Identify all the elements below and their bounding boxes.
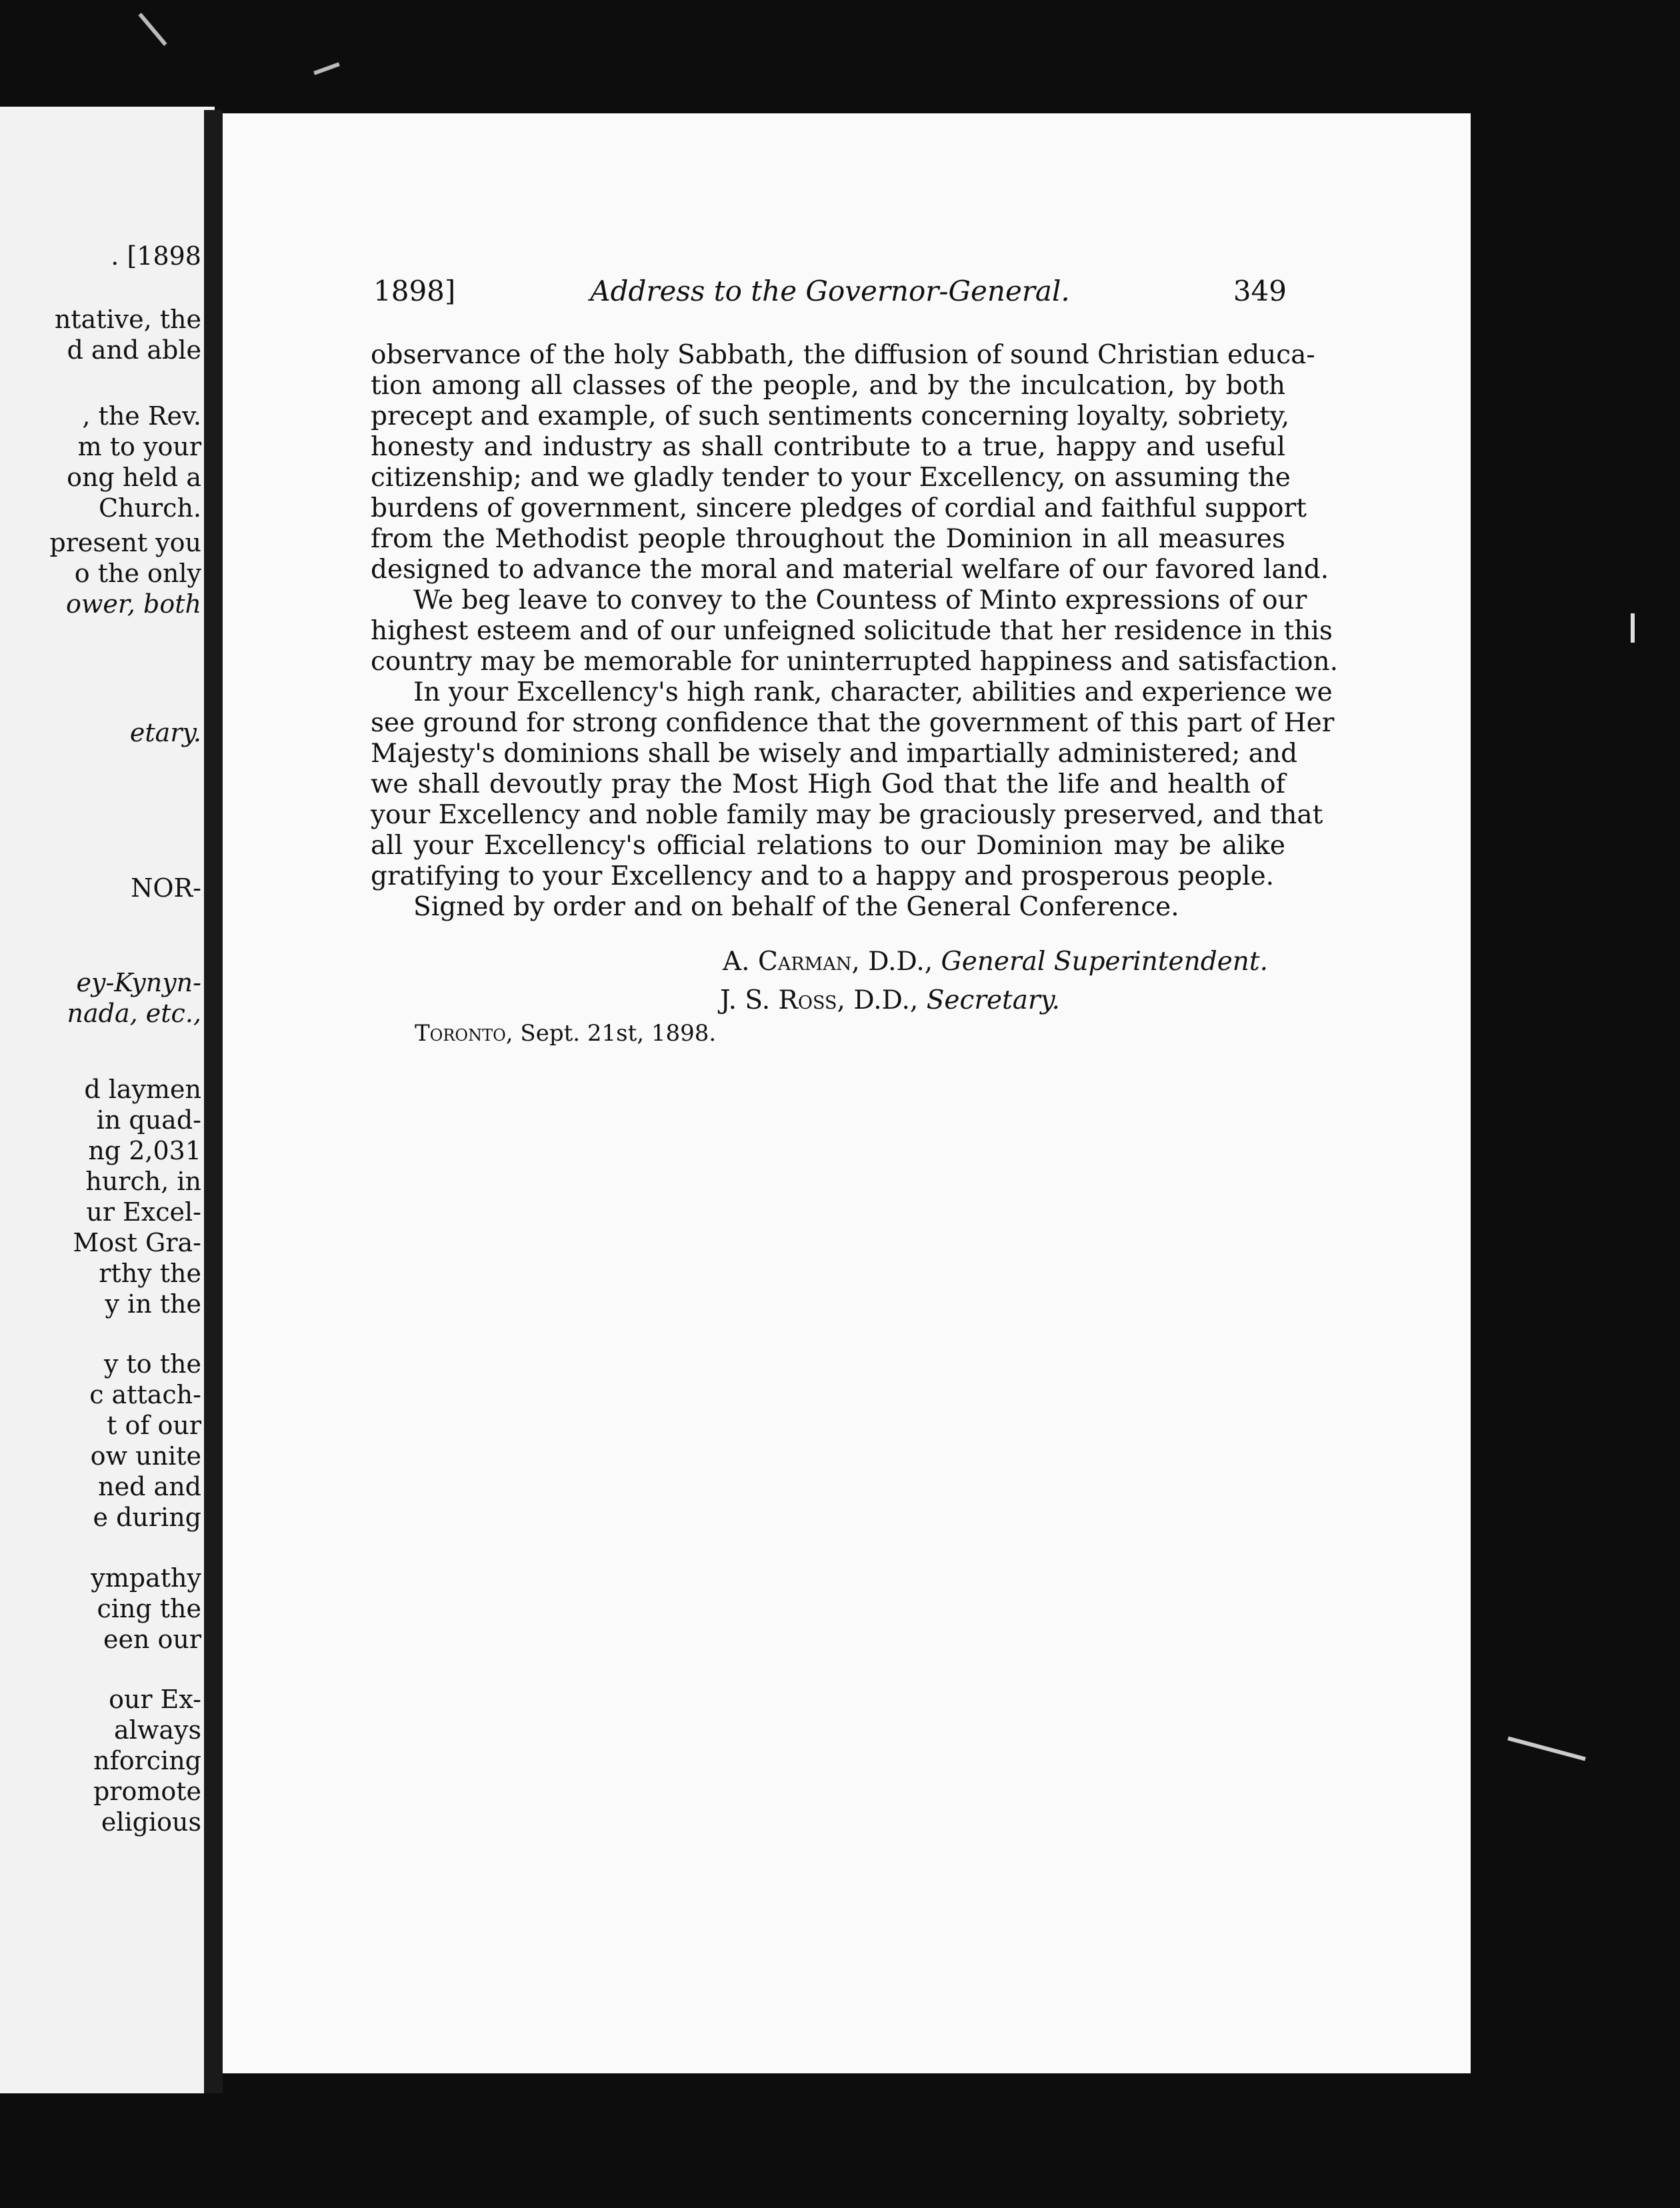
left-page-line: promote: [93, 1777, 201, 1806]
body-line: In your Excellency's high rank, character, abilities and experience we: [413, 677, 1333, 707]
body-line: Signed by order and on behalf of the General Conference.: [413, 892, 1179, 922]
left-page: [0, 107, 215, 2093]
signature-carman: [723, 947, 1268, 977]
page-number: 349: [1233, 275, 1287, 307]
dateline: [415, 1020, 716, 1047]
body-line: designed to advance the moral and material welfare of our favored land.: [371, 555, 1329, 585]
signature-title: General Superintendent.: [941, 947, 1268, 977]
body-line: all your Excellency's official relations to our Dominion may be alike: [371, 831, 1285, 861]
left-page-line: m to your: [77, 432, 201, 461]
left-page-line: , the Rev.: [82, 401, 201, 431]
body-line: precept and example, of such sentiments concerning loyalty, sobriety,: [371, 401, 1290, 431]
left-page-line: y to the: [103, 1349, 201, 1379]
left-page-line: d and able: [67, 335, 201, 365]
left-page-line: nada, etc.,: [67, 999, 201, 1028]
running-header: [373, 275, 1287, 315]
header-title: Address to the Governor-General.: [590, 275, 1070, 307]
debris-mark: [1631, 613, 1635, 643]
left-page-header: . [1898: [111, 241, 201, 271]
left-page-line: ey-Kynyn-: [76, 968, 201, 997]
left-page-line: ower, both: [66, 589, 201, 619]
left-page-line: c attach-: [89, 1380, 201, 1409]
left-page-line: ur Excel-: [86, 1197, 201, 1227]
left-page-line: d laymen: [84, 1075, 201, 1104]
body-line: observance of the holy Sabbath, the diffusion of sound Christian educa-: [371, 340, 1315, 370]
left-page-line: e during: [93, 1503, 201, 1532]
left-page-line: always: [114, 1715, 201, 1745]
left-page-line: t of our: [107, 1411, 201, 1440]
body-line: from the Methodist people throughout the Dominion in all measures: [371, 524, 1285, 554]
body-line: burdens of government, sincere pledges of cordial and faithful support: [371, 493, 1307, 523]
left-page-line: nforcing: [93, 1746, 201, 1775]
body-line: tion among all classes of the people, and by the inculcation, by both: [371, 371, 1285, 401]
left-page-line: ow unite: [90, 1441, 201, 1471]
left-page-line: Most Gra-: [73, 1228, 201, 1257]
left-page-line: een our: [103, 1625, 201, 1654]
signature-ross: [720, 985, 1060, 1015]
left-page-line: eligious: [101, 1807, 201, 1837]
body-line: gratifying to your Excellency and to a happy and prosperous people.: [371, 861, 1275, 891]
left-page-line: ympathy: [91, 1563, 201, 1593]
left-page-line: y in the: [105, 1289, 201, 1319]
dateline-place: Toronto,: [415, 1020, 513, 1047]
signature-name: A. Carman, D.D.,: [723, 947, 933, 977]
body-line: see ground for strong confidence that the government of this part of Her: [371, 708, 1335, 738]
header-year: 1898]: [373, 275, 456, 307]
left-page-line: rthy the: [99, 1259, 201, 1288]
debris-mark: [1507, 1737, 1585, 1761]
left-page-line: hurch, in: [85, 1167, 201, 1196]
left-page-line: ong held a: [67, 463, 201, 492]
debris-mark: [313, 62, 340, 75]
body-line: your Excellency and noble family may be graciously preserved, and that: [371, 800, 1323, 830]
dateline-date: Sept. 21st, 1898.: [520, 1020, 717, 1047]
left-page-line: in quad-: [96, 1105, 201, 1135]
body-line: Majesty's dominions shall be wisely and impartially administered; and: [371, 739, 1298, 769]
body-line: honesty and industry as shall contribute to a true, happy and useful: [371, 432, 1285, 462]
body-line: We beg leave to convey to the Countess of Minto expressions of our: [413, 585, 1307, 615]
left-page-line: ng 2,031: [88, 1136, 201, 1165]
left-page-line: ned and: [98, 1472, 201, 1501]
debris-mark: [138, 13, 167, 46]
signature-name: J. S. Ross, D.D.,: [720, 985, 919, 1015]
left-page-line: etary.: [129, 718, 201, 747]
signature-title: Secretary.: [926, 985, 1060, 1015]
left-page-line: cing the: [97, 1594, 201, 1623]
body-line: citizenship; and we gladly tender to your Excellency, on assuming the: [371, 463, 1291, 493]
left-page-line: o the only: [74, 559, 201, 588]
body-line: we shall devoutly pray the Most High God that the life and health of: [371, 769, 1285, 799]
left-page-line: ntative, the: [54, 305, 201, 334]
left-page-line: our Ex-: [109, 1685, 201, 1714]
body-line: country may be memorable for uninterrupted happiness and satisfaction.: [371, 647, 1338, 677]
book-gutter: [204, 110, 223, 2093]
left-page-line: NOR-: [131, 873, 201, 903]
body-line: highest esteem and of our unfeigned solicitude that her residence in this: [371, 616, 1333, 646]
left-page-line: Church.: [98, 493, 201, 523]
left-page-line: present you: [49, 528, 201, 557]
